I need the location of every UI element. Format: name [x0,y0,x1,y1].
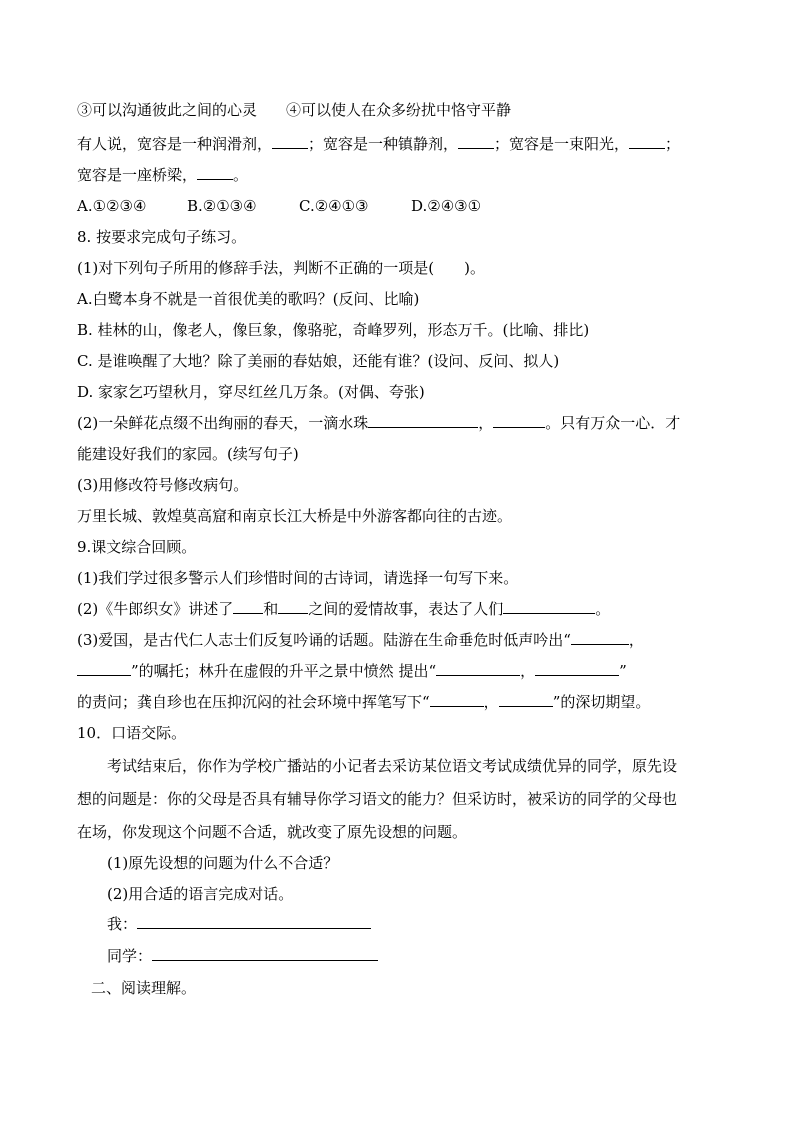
section-2-heading: 二、阅读理解。 [91,979,197,997]
q7-blank-1[interactable] [272,134,308,149]
q9-s3-text: ， [628,631,644,649]
q9-s2-text: 。 [595,600,611,618]
q7-choice-d[interactable]: D.②④③① [411,197,482,215]
q9-s3-text: ， [520,662,536,680]
q10-title: 10．口语交际。 [77,724,187,742]
q9-s3-text: (3)爱国，是古代仁人志士们反复吟诵的话题。陆游在生命垂危时低声吟出“ [77,631,571,649]
q8-s1-option-a[interactable]: A.白鹭本身不就是一首很优美的歌吗？(反问、比喻) [77,290,420,308]
q9-s3-line-2 [77,661,627,681]
q9-s2-text: 之间的爱情故事，表达了人们 [308,600,504,618]
q7-choice-c[interactable]: C.②④①③ [299,197,369,215]
q9-s3-text: 的责问；龚自珍也在压抑沉闷的社会环境中挥笔写下“ [77,693,430,711]
q10-me-label: 我： [107,915,138,933]
q9-s3-blank-3[interactable] [436,661,520,676]
q7-option-4: ④可以使人在众多纷扰中恪守平静 [286,101,512,119]
q7-stem-part: ； [665,135,681,153]
q9-s1: (1)我们学过很多警示人们珍惜时间的古诗词，请选择一句写下来。 [77,569,519,587]
q9-s3-blank-1[interactable] [571,630,629,645]
q9-s3-text: ” [619,662,627,680]
q8-title: 8. 按要求完成句子练习。 [77,228,247,246]
q9-s2-blank-1[interactable] [233,599,263,614]
q10-s2: (2)用合适的语言完成对话。 [107,885,294,903]
q10-dialog-classmate [107,946,378,966]
q10-dialog-me [107,914,371,934]
q8-s3-sentence: 万里长城、敦煌莫高窟和南京长江大桥是中外游客都向往的古迹。 [77,507,513,525]
q9-s3-blank-5[interactable] [430,692,484,707]
q7-stem-part: 宽容是一座桥梁， [77,166,198,184]
q8-s2-blank-2[interactable] [493,413,545,428]
q7-choices [77,196,481,216]
q8-s1-option-d[interactable]: D. 家家乞巧望秋月，穿尽红丝几万条。(对偶、夸张) [77,383,425,401]
q8-s3-title: (3)用修改符号修改病句。 [77,476,249,494]
q10-paragraph-line-1: 考试结束后，你作为学校广播站的小记者去采访某位语文考试成绩优异的同学，原先设 [107,757,678,775]
q7-stem-part: 。 [233,166,249,184]
q7-options-line [77,100,511,120]
q7-choice-a[interactable]: A.①②③④ [77,197,147,215]
q9-s3-line-1 [77,630,644,650]
q9-s3-text: ， [483,693,499,711]
q9-s2-blank-3[interactable] [503,599,595,614]
q8-s2-text: 。只有万众一心．才 [545,414,681,432]
q9-s3-blank-2[interactable] [77,661,131,676]
q8-s1-stem-text: (1)对下列句子所用的修辞手法，判断不正确的一项是( [77,259,435,277]
q8-s2-blank-1[interactable] [368,413,478,428]
q9-s3-text: ”的嘱托；林升在虚假的升平之景中愤然 提出“ [131,662,437,680]
q7-stem-line-2 [77,165,248,185]
q8-s1-option-b[interactable]: B. 桂林的山，像老人，像巨象，像骆驼，奇峰罗列，形态万千。(比喻、排比) [77,321,590,339]
q7-stem-part: 有人说，宽容是一种润滑剂， [77,135,273,153]
q8-s2-text: ， [478,414,494,432]
q8-s1-option-c[interactable]: C. 是谁唤醒了大地？除了美丽的春姑娘，还能有谁？(设问、反问、拟人) [77,352,560,370]
q7-blank-4[interactable] [197,165,233,180]
q7-option-3: ③可以沟通彼此之间的心灵 [77,101,258,119]
q10-classmate-label: 同学： [107,947,153,965]
q10-me-answer-line[interactable] [137,914,371,929]
q9-s3-text: ”的深切期望。 [552,693,651,711]
q8-s2-line-2: 能建设好我们的家园。(续写句子) [77,445,299,463]
q8-s1-stem [77,258,485,278]
q8-s2-text: (2)一朵鲜花点缀不出绚丽的春天，一滴水珠 [77,414,369,432]
q9-s2-blank-2[interactable] [278,599,308,614]
q8-s1-stem-text: )。 [464,259,485,277]
q7-stem-line-1 [77,134,680,154]
q9-s2-text: (2)《牛郎织女》讲述了 [77,600,234,618]
q7-choice-b[interactable]: B.②①③④ [187,197,257,215]
q10-paragraph-line-3: 在场，你发现这个问题不合适，就改变了原先设想的问题。 [77,823,468,841]
q9-title: 9.课文综合回顾。 [77,538,197,556]
q10-classmate-answer-line[interactable] [152,946,378,961]
q9-s3-blank-6[interactable] [499,692,553,707]
q8-s2-line-1 [77,413,680,433]
q10-paragraph-line-2: 想的问题是：你的父母是否具有辅导你学习语文的能力？但采访时，被采访的同学的父母也 [77,790,678,808]
q9-s2-text: 和 [263,600,279,618]
q7-stem-part: ；宽容是一种镇静剂， [308,135,459,153]
q10-s1: (1)原先设想的问题为什么不合适？ [107,854,339,872]
q7-stem-part: ；宽容是一束阳光， [494,135,630,153]
q7-blank-2[interactable] [458,134,494,149]
q9-s3-blank-4[interactable] [535,661,619,676]
q9-s3-line-3 [77,692,650,712]
q7-blank-3[interactable] [629,134,665,149]
q9-s2 [77,599,610,619]
